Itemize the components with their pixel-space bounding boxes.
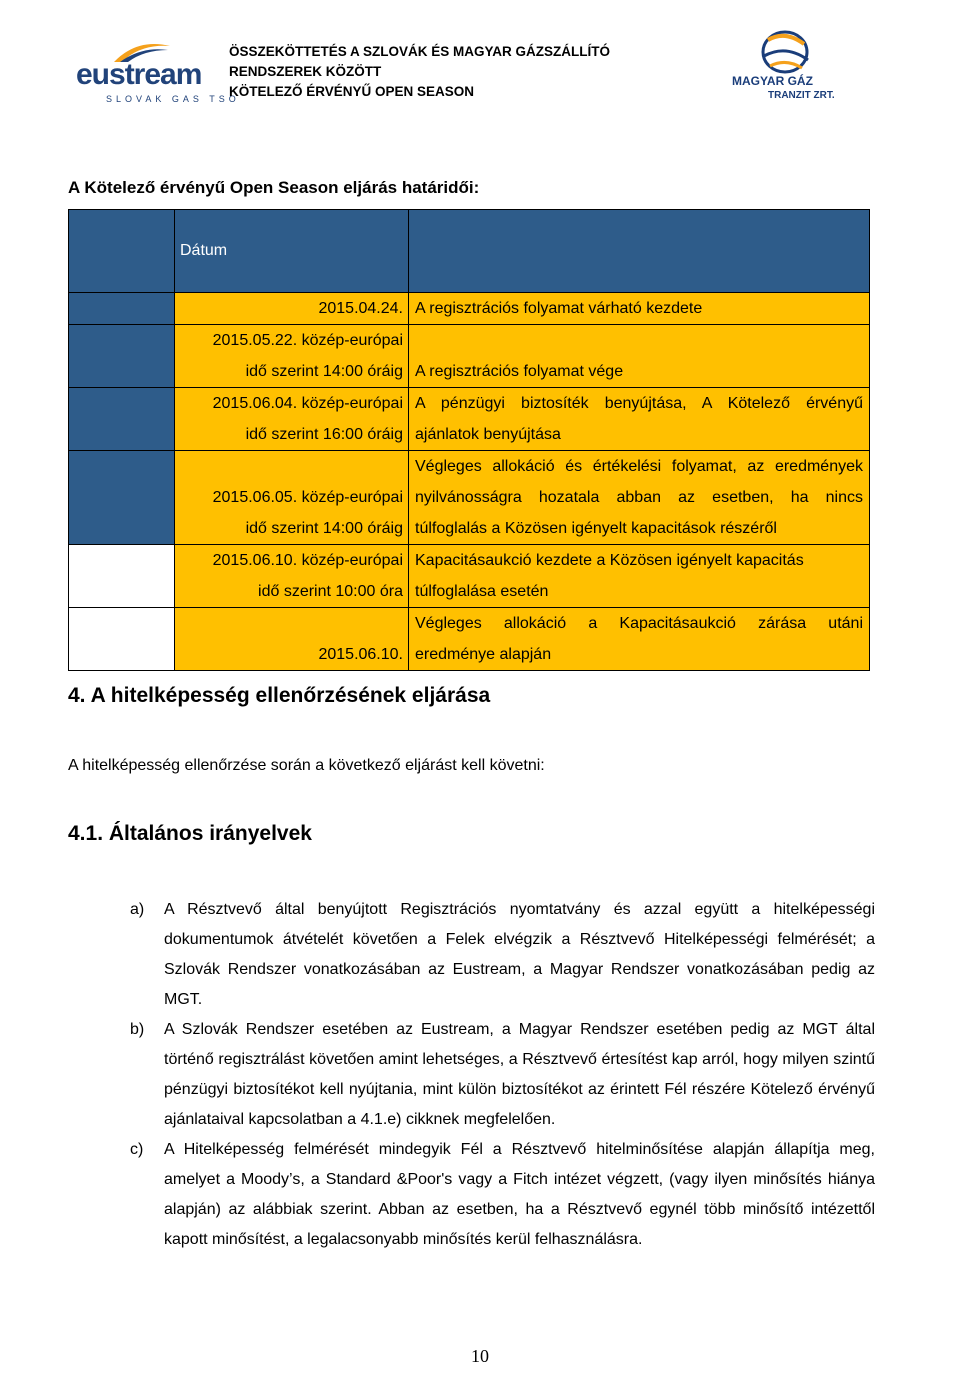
row-date-line: 2015.06.04. közép-európai [212, 395, 403, 412]
row-description [409, 545, 870, 608]
row-description-line: eredménye alapján [415, 646, 552, 663]
row-marker-cell [69, 608, 175, 671]
table-header-date: Dátum [175, 210, 409, 293]
row-date-line: 2015.05.22. közép-európai [212, 332, 403, 349]
table-row [69, 388, 870, 451]
row-marker-cell [69, 451, 175, 545]
row-date-line: 2015.06.10. [318, 646, 403, 663]
table-row [69, 325, 870, 388]
table-row [69, 545, 870, 608]
table-header-description [409, 210, 870, 293]
row-marker-cell [69, 293, 175, 325]
row-marker-cell [69, 545, 175, 608]
eustream-logo [62, 40, 240, 104]
list-item-marker: a) [130, 901, 145, 918]
section-4-1-heading: 4.1. Általános irányelvek [68, 822, 312, 845]
mgt-logo-sub: TRANZIT ZRT. [768, 90, 835, 101]
section-4-intro: A hitelképesség ellenőrzése során a következő eljárást kell követni: [68, 757, 545, 774]
row-date [175, 388, 409, 451]
row-description-line: A pénzügyi biztosíték benyújtása, A Kötelező érvényű [415, 395, 863, 412]
list-item-text: A Résztvevő által benyújtott Regisztrációs nyomtatvány és azzal együtt a hitelképességi dokumentumok átvételét követően a Felek elvégzik a Résztvevő Hitelképességi felmérését; a Szlovák Rendszer vonatkozásában az Eustream, a Magyar Rendszer vonatkozásában pedig az MGT. [164, 901, 875, 1008]
eustream-logo-word: eustream [76, 58, 202, 91]
row-date [175, 293, 409, 325]
title-line-2: RENDSZEREK KÖZÖTT [229, 64, 382, 79]
row-date-line: idő szerint 16:00 óráig [245, 426, 403, 443]
table-row [69, 293, 870, 325]
mgt-logo [720, 22, 850, 108]
row-date [175, 608, 409, 671]
row-description-line: nyilvánosságra hozatala abban az esetben, ha nincs [415, 489, 863, 506]
row-description [409, 608, 870, 671]
row-description-line: Végleges allokáció a Kapacitásaukció zárása utáni [415, 615, 863, 632]
row-description-line: Végleges allokáció és értékelési folyamat, az eredmények [415, 458, 863, 475]
row-date [175, 325, 409, 388]
row-description [409, 388, 870, 451]
row-date-line: 2015.06.10. közép-európai [212, 552, 403, 569]
row-date-line: idő szerint 14:00 óráig [245, 520, 403, 537]
table-header-row [69, 210, 870, 293]
mgt-globe-icon [720, 22, 850, 74]
row-date [175, 545, 409, 608]
section-4-heading: 4. A hitelképesség ellenőrzésének eljárása [68, 684, 491, 707]
title-line-3: KÖTELEZŐ ÉRVÉNYŰ OPEN SEASON [229, 84, 475, 99]
row-marker-cell [69, 388, 175, 451]
list-item [130, 1135, 875, 1255]
mgt-logo-word: MAGYAR GÁZ [732, 74, 813, 88]
row-description-line: A regisztrációs folyamat vége [415, 363, 624, 380]
list-item [130, 895, 875, 1015]
row-date-line: idő szerint 14:00 óráig [245, 363, 403, 380]
list-item [130, 1015, 875, 1135]
row-description-line: A regisztrációs folyamat várható kezdete [415, 300, 703, 317]
row-date-line: idő szerint 10:00 óra [258, 583, 403, 600]
row-description-line: ajánlatok benyújtása [415, 426, 561, 443]
row-marker-cell [69, 325, 175, 388]
deadline-table [68, 209, 870, 671]
row-description-line: Kapacitásaukció kezdete a Közösen igényelt kapacitás [415, 552, 804, 569]
eustream-logo-sub: SLOVAK GAS TSO [106, 94, 240, 104]
row-description-line: túlfoglalás a Közösen igényelt kapacitások részéről [415, 520, 777, 537]
table-row [69, 451, 870, 545]
guidelines-list [130, 895, 875, 1255]
row-date [175, 451, 409, 545]
list-item-marker: b) [130, 1021, 145, 1038]
row-description [409, 293, 870, 325]
title-line-1: ÖSSZEKÖTTETÉS A SZLOVÁK ÉS MAGYAR GÁZSZÁLLÍTÓ [229, 44, 611, 59]
list-item-marker: c) [130, 1141, 144, 1158]
table-row [69, 608, 870, 671]
list-item-text: A Hitelképesség felmérését mindegyik Fél a Résztvevő hitelminősítése alapján állapítja meg, amelyet a Moody’s, a Standard &Poor's vagy a Fitch intézet végzett, (vagy ilyen minősítés hiánya alapján) az alábbiak szerint. Abban az esetben, ha a Résztvevő egynél több minősítő intézettől kapott minősítést, a legalacsonyabb minősítés kerül felhasználásra. [164, 1141, 875, 1248]
table-header-blank [69, 210, 175, 293]
row-date-line: 2015.04.24. [318, 300, 403, 317]
page-number: 10 [471, 1346, 489, 1366]
row-description-line: túlfoglalása esetén [415, 583, 549, 600]
page-header [0, 0, 960, 120]
deadlines-heading: A Kötelező érvényű Open Season eljárás határidői: [68, 178, 480, 197]
row-date-line: 2015.06.05. közép-európai [212, 489, 403, 506]
list-item-text: A Szlovák Rendszer esetében az Eustream, a Magyar Rendszer esetében pedig az MGT által történő regisztrálást követően amint lehetséges, a Résztvevő értesítést kap arról, hogy milyen szintű pénzügyi biztosítékot kell nyújtania, mint külön biztosítékot az érintett Fél részére Kötelező érvényű ajánlataival kapcsolatban a 4.1.e) cikknek megfelelően. [164, 1021, 875, 1128]
row-description [409, 325, 870, 388]
document-title [229, 42, 610, 102]
row-description [409, 451, 870, 545]
